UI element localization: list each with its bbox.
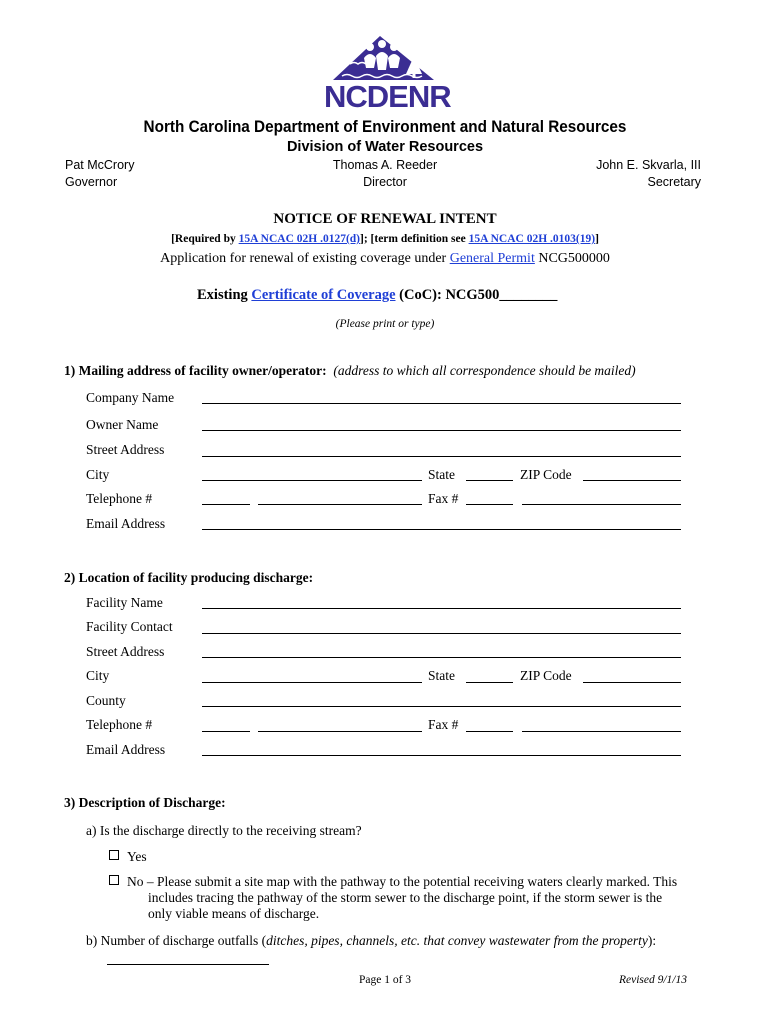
- req-close: ]: [595, 233, 599, 245]
- s2-county-line: [202, 706, 681, 707]
- s1-zip-label: ZIP Code: [520, 467, 572, 482]
- option-no[interactable]: [109, 874, 709, 890]
- section1-note: (address to which all correspondence should be mailed): [333, 363, 636, 378]
- division-title: Division of Water Resources: [286, 139, 484, 155]
- req-open: [Required by: [171, 233, 239, 245]
- s2-fax-number-line: [522, 731, 681, 732]
- s2-street-address-line: [202, 657, 681, 658]
- req-link-0127[interactable]: 15A NCAC 02H .0127(d): [238, 233, 360, 245]
- s2-state-label: State: [428, 668, 455, 683]
- governor-title: Governor: [65, 175, 118, 189]
- s1-fax-number-line: [522, 504, 681, 505]
- requirement-line: [0, 233, 770, 245]
- s1-fax-label: Fax #: [428, 491, 459, 506]
- s2-zip-input[interactable]: [585, 666, 679, 682]
- s2-zip-label: ZIP Code: [520, 668, 572, 683]
- coc-prefix: Existing: [197, 287, 252, 303]
- ncdenr-logo: [320, 34, 450, 114]
- req-link-0103[interactable]: 15A NCAC 02H .0103(19): [468, 233, 596, 245]
- logo-wordmark: NCDENR: [324, 79, 451, 114]
- s1-state-line: [466, 480, 513, 481]
- s2-fax-area-line: [466, 731, 513, 732]
- s1-email-label: Email Address: [86, 516, 166, 531]
- s2-facility-contact-label: Facility Contact: [86, 619, 173, 634]
- s1-state-input[interactable]: [468, 464, 511, 480]
- req-mid: ]; [term definition see: [360, 233, 469, 245]
- question-b: b) Number of discharge outfalls (ditches, pipes, channels, etc. that convey wastewater from the property):: [86, 933, 657, 948]
- no-label-line2: includes tracing the pathway of the storm sewer to the discharge point, if the storm sewer is the: [148, 890, 663, 905]
- s2-city-input[interactable]: [204, 666, 420, 682]
- s2-fax-label: Fax #: [428, 717, 459, 732]
- s2-facility-name-input[interactable]: [204, 592, 679, 608]
- secretary-name: John E. Skvarla, III: [596, 158, 701, 172]
- director-name: Thomas A. Reeder: [332, 158, 438, 172]
- department-title: North Carolina Department of Environment and Natural Resources: [143, 117, 627, 136]
- s2-tel-number-line: [258, 731, 422, 732]
- governor-name: Pat McCrory: [65, 158, 135, 172]
- s1-owner-name-label: Owner Name: [86, 417, 159, 432]
- s2-city-label: City: [86, 668, 110, 683]
- s1-fax-area-input[interactable]: [468, 488, 511, 504]
- s2-zip-line: [583, 682, 681, 683]
- coc-link[interactable]: Certificate of Coverage: [251, 287, 396, 303]
- revision-date: Revised 9/1/13: [618, 974, 687, 986]
- page-number: Page 1 of 3: [358, 974, 412, 986]
- yes-checkbox[interactable]: [109, 850, 119, 860]
- s1-street-address-line: [202, 456, 681, 457]
- coc-line: [197, 287, 557, 304]
- s1-company-name-label: Company Name: [86, 390, 175, 405]
- s2-state-line: [466, 682, 513, 683]
- s2-street-address-label: Street Address: [86, 644, 165, 659]
- outfalls-line: [107, 964, 269, 965]
- s2-county-input[interactable]: [204, 690, 679, 706]
- s2-state-input[interactable]: [468, 666, 511, 682]
- section3-heading: 3) Description of Discharge:: [64, 795, 226, 810]
- section2-heading: 2) Location of facility producing discharge:: [64, 570, 314, 585]
- s1-tel-area-input[interactable]: [204, 488, 248, 504]
- s2-email-input[interactable]: [204, 739, 679, 755]
- s2-facility-contact-input[interactable]: [204, 617, 679, 633]
- s2-email-label: Email Address: [86, 742, 166, 757]
- s2-street-address-input[interactable]: [204, 641, 679, 657]
- s1-fax-number-input[interactable]: [524, 488, 679, 504]
- question-a: a) Is the discharge directly to the receiving stream?: [86, 823, 362, 838]
- s2-facility-contact-line: [202, 633, 681, 634]
- s2-facility-name-line: [202, 608, 681, 609]
- s1-street-address-input[interactable]: [204, 440, 679, 456]
- option-yes[interactable]: [109, 849, 147, 865]
- outfalls-input[interactable]: [109, 948, 267, 964]
- s1-street-address-label: Street Address: [86, 442, 165, 457]
- s1-fax-area-line: [466, 504, 513, 505]
- no-label-line3: only viable means of discharge.: [148, 906, 320, 921]
- print-hint: (Please print or type): [335, 318, 435, 330]
- s1-company-name-line: [202, 403, 681, 404]
- no-checkbox[interactable]: [109, 875, 119, 885]
- s2-facility-name-label: Facility Name: [86, 595, 163, 610]
- s1-tel-area-line: [202, 504, 250, 505]
- s1-owner-name-input[interactable]: [204, 414, 679, 430]
- no-label-line1: No – Please submit a site map with the pathway to the potential receiving waters clearly marked. This: [127, 874, 678, 889]
- s2-county-label: County: [86, 693, 126, 708]
- secretary-title: Secretary: [647, 175, 701, 189]
- s2-tel-area-line: [202, 731, 250, 732]
- s2-fax-number-input[interactable]: [524, 715, 679, 731]
- director-title: Director: [363, 175, 407, 189]
- s1-city-label: City: [86, 467, 110, 482]
- section1-heading: 1) Mailing address of facility owner/operator: (address to which all correspondence should be mailed): [64, 363, 636, 378]
- s1-email-line: [202, 529, 681, 530]
- s1-company-name-input[interactable]: [204, 387, 679, 403]
- s2-email-line: [202, 755, 681, 756]
- s2-tel-area-input[interactable]: [204, 715, 248, 731]
- s1-zip-input[interactable]: [585, 464, 679, 480]
- general-permit-link[interactable]: General Permit: [449, 251, 535, 266]
- s1-tel-number-line: [258, 504, 422, 505]
- yes-label: Yes: [127, 849, 147, 864]
- s1-state-label: State: [428, 467, 455, 482]
- s1-email-input[interactable]: [204, 513, 679, 529]
- app-code: NCG500000: [534, 251, 610, 266]
- s1-zip-line: [583, 480, 681, 481]
- s2-fax-area-input[interactable]: [468, 715, 511, 731]
- s2-telephone-label: Telephone #: [86, 717, 153, 732]
- coc-suffix: (CoC): NCG500________: [395, 287, 558, 303]
- s2-tel-number-input[interactable]: [260, 715, 420, 731]
- s1-telephone-label: Telephone #: [86, 491, 153, 506]
- s1-owner-name-line: [202, 430, 681, 431]
- s1-city-line: [202, 480, 422, 481]
- app-text: Application for renewal of existing coverage under: [160, 251, 450, 266]
- s2-city-line: [202, 682, 422, 683]
- notice-title: NOTICE OF RENEWAL INTENT: [273, 211, 497, 227]
- s1-tel-number-input[interactable]: [260, 488, 420, 504]
- s1-city-input[interactable]: [204, 464, 420, 480]
- application-line: [0, 251, 770, 267]
